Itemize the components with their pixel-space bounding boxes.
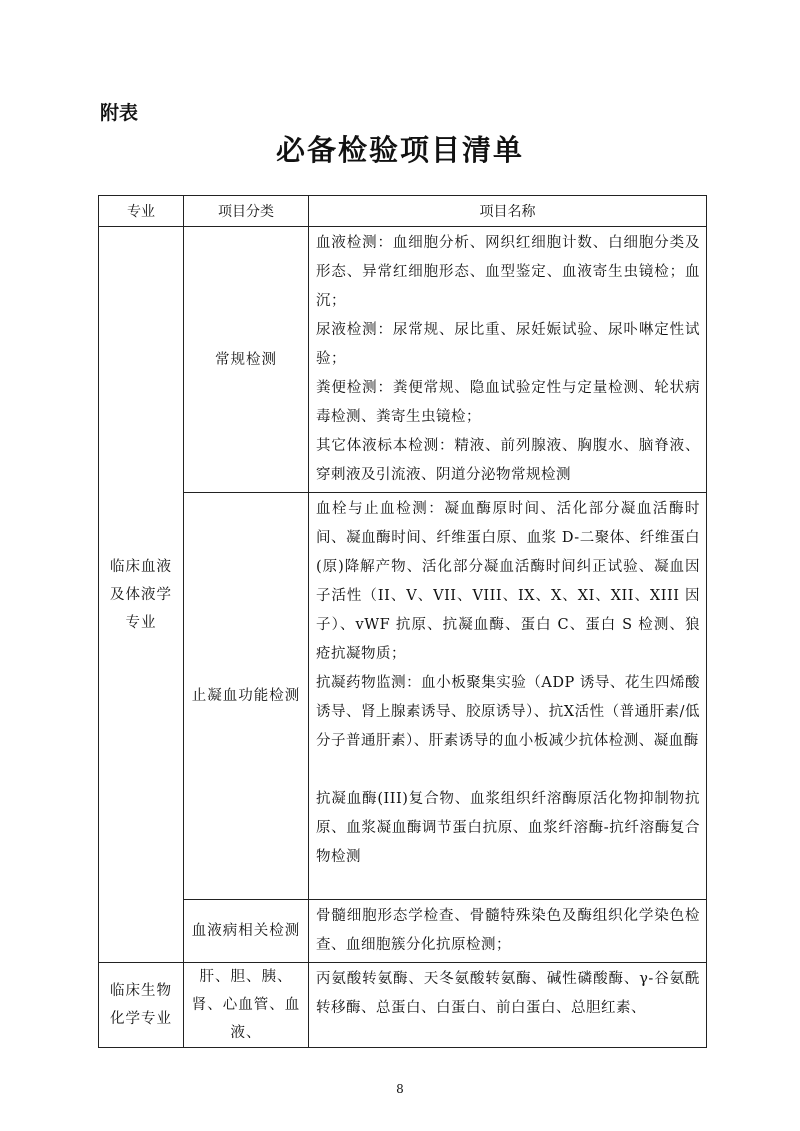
item-paragraph: 粪便检测：粪便常规、隐血试验定性与定量检测、轮状病毒检测、粪寄生虫镜检； — [316, 380, 700, 425]
item-paragraph: 其它体液标本检测：精液、前列腺液、胸腹水、脑脊液、穿刺液及引流液、阴道分泌物常规检测 — [316, 438, 700, 483]
header-category: 项目分类 — [184, 196, 309, 227]
category-cell: 常规检测 — [184, 227, 309, 493]
table-row — [99, 227, 707, 493]
item-paragraph: 抗凝药物监测：血小板聚集实验（ADP 诱导、花生四烯酸诱导、肾上腺素诱导、胶原诱导）、抗X活性（普通肝素/低分子普通肝素）、肝素诱导的血小板减少抗体检测、凝血酶 — [316, 675, 700, 749]
appendix-label: 附表 — [100, 102, 139, 124]
category-cell: 血液病相关检测 — [184, 900, 309, 963]
header-item-name: 项目名称 — [309, 196, 707, 227]
specialty-cell: 临床生物化学专业 — [99, 963, 184, 1048]
item-paragraph: 骨髓细胞形态学检查、骨髓特殊染色及酶组织化学染色检查、血细胞簇分化抗原检测； — [316, 908, 700, 953]
table-header-row — [99, 196, 707, 227]
items-cell — [309, 227, 707, 493]
category-cell: 肝、胆、胰、肾、心血管、血液、 — [184, 963, 309, 1048]
table-row — [99, 900, 707, 963]
table-row — [99, 963, 707, 1048]
category-cell: 止凝血功能检测 — [184, 493, 309, 900]
items-cell — [309, 963, 707, 1048]
item-paragraph: 尿液检测：尿常规、尿比重、尿妊娠试验、尿卟啉定性试验； — [316, 322, 700, 367]
item-paragraph: 血液检测：血细胞分析、网织红细胞计数、白细胞分类及形态、异常红细胞形态、血型鉴定、血液寄生虫镜检；血沉； — [316, 235, 700, 309]
items-cell — [309, 900, 707, 963]
page-number: 8 — [396, 1082, 404, 1096]
checklist-table — [98, 195, 707, 1048]
header-specialty: 专业 — [99, 196, 184, 227]
items-cell — [309, 493, 707, 900]
document-title: 必备检验项目清单 — [275, 133, 524, 167]
item-paragraph: 抗凝血酶(III)复合物、血浆组织纤溶酶原活化物抑制物抗原、血浆凝血酶调节蛋白抗原、血浆纤溶酶-抗纤溶酶复合物检测 — [316, 791, 700, 865]
item-paragraph: 丙氨酸转氨酶、天冬氨酸转氨酶、碱性磷酸酶、γ-谷氨酰转移酶、总蛋白、白蛋白、前白蛋白、总胆红素、 — [316, 971, 700, 1016]
item-paragraph: 血栓与止血检测：凝血酶原时间、活化部分凝血活酶时间、凝血酶时间、纤维蛋白原、血浆 D-二聚体、纤维蛋白(原)降解产物、活化部分凝血活酶时间纠正试验、凝血因子活性（II、V、VII、VIII、IX、X、XI、XII、XIII 因子）、vWF 抗原、抗凝血酶、蛋白 C、蛋白 S 检测、狼疮抗凝物质； — [316, 501, 700, 662]
specialty-cell: 临床血液及体液学专业 — [99, 227, 184, 963]
table-row — [99, 493, 707, 900]
